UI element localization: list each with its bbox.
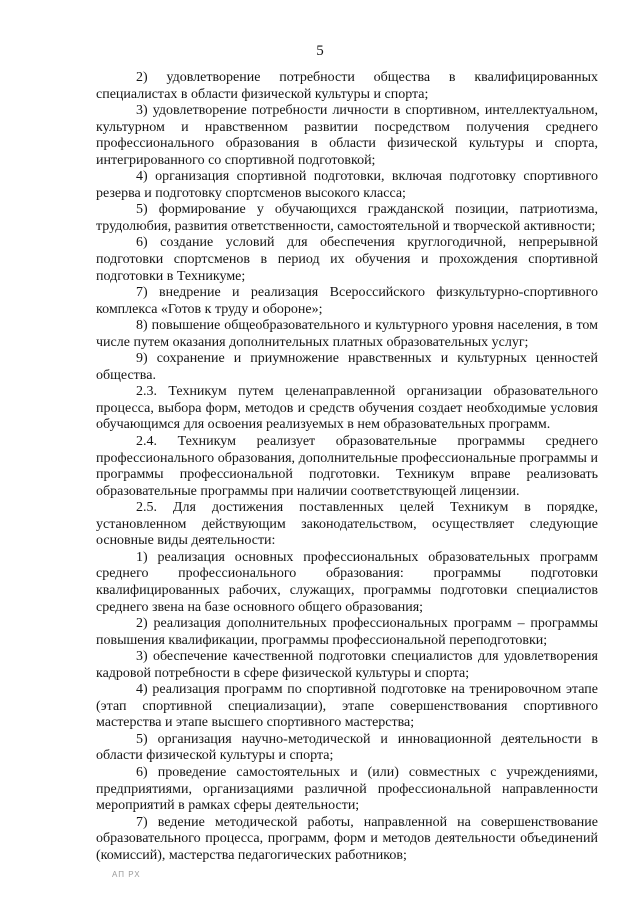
paragraph: 3) удовлетворение потребности личности в спортивном, интеллектуальном, культурном и нравственном развитии посредством получения среднего профессионального образования в области физической культуры и спорта, интегрированного со спортивной подготовкой; [96, 103, 598, 168]
paragraph: 2.5. Для достижения поставленных целей Техникум в порядке, установленном действующим законодательством, осуществляет следующие основные виды деятельности: [96, 500, 598, 549]
paragraph: 6) создание условий для обеспечения круглогодичной, непрерывной подготовки спортсменов в период их обучения и прохождения спортивной подготовки в Техникуме; [96, 235, 598, 284]
paragraph: 6) проведение самостоятельных и (или) совместных с учреждениями, предприятиями, организациями различной профессиональной направленности мероприятий в рамках сферы деятельности; [96, 764, 598, 814]
paragraph: 8) повышение общеобразовательного и культурного уровня населения, в том числе путем оказания дополнительных платных образовательных услуг; [96, 318, 598, 350]
paragraph: 1) реализация основных профессиональных образовательных программ среднего профессионального образования: программы подготовки квалифицированных рабочих, служащих, программы подготовки специалистов среднего звена на базе основного общего образования; [96, 549, 598, 615]
page-number: 5 [316, 43, 324, 59]
paragraph: 2) удовлетворение потребности общества в квалифицированных специалистах в области физической культуры и спорта; [96, 70, 598, 102]
paragraph: 7) внедрение и реализация Всероссийского физкультурно-спортивного комплекса «Готов к труду и обороне»; [96, 285, 598, 317]
paragraph: 2.4. Техникум реализует образовательные программы среднего профессионального образования, дополнительные профессиональные программы и программы профессиональной подготовки. Техникум вправе реализовать образовательные программы при наличии соответствующей лицензии. [96, 434, 598, 499]
paragraph: 2) реализация дополнительных профессиональных программ – программы повышения квалификации, программы профессиональной переподготовки; [96, 616, 598, 648]
paragraph: 3) обеспечение качественной подготовки специалистов для удовлетворения кадровой потребности в сфере физической культуры и спорта; [96, 649, 598, 681]
body-text [96, 70, 598, 864]
paragraph: 5) организация научно-методической и инновационной деятельности в области физической культуры и спорта; [96, 731, 598, 764]
paragraph: 7) ведение методической работы, направленной на совершенствование образовательного процесса, программ, форм и методов деятельности объединений (комиссий), мастерства педагогических работников; [96, 814, 598, 863]
paragraph: 2.3. Техникум путем целенаправленной организации образовательного процесса, выбора форм, методов и средств обучения создает необходимые условия обучающимся для освоения реализуемых в нем образовательных программ. [96, 384, 598, 433]
paragraph: 5) формирование у обучающихся гражданской позиции, патриотизма, трудолюбия, развития ответственности, самостоятельной и творческой активности; [96, 202, 598, 234]
paragraph: 4) реализация программ по спортивной подготовке на тренировочном этапе (этап спортивной специализации), этапе совершенствования спортивного мастерства и этапе высшего спортивного мастерства; [96, 682, 598, 731]
footer-mark: АП РХ [112, 870, 141, 879]
paragraph: 4) организация спортивной подготовки, включая подготовку спортивного резерва и подготовку спортсменов высокого класса; [96, 169, 598, 201]
paragraph: 9) сохранение и приумножение нравственных и культурных ценностей общества. [96, 351, 598, 383]
